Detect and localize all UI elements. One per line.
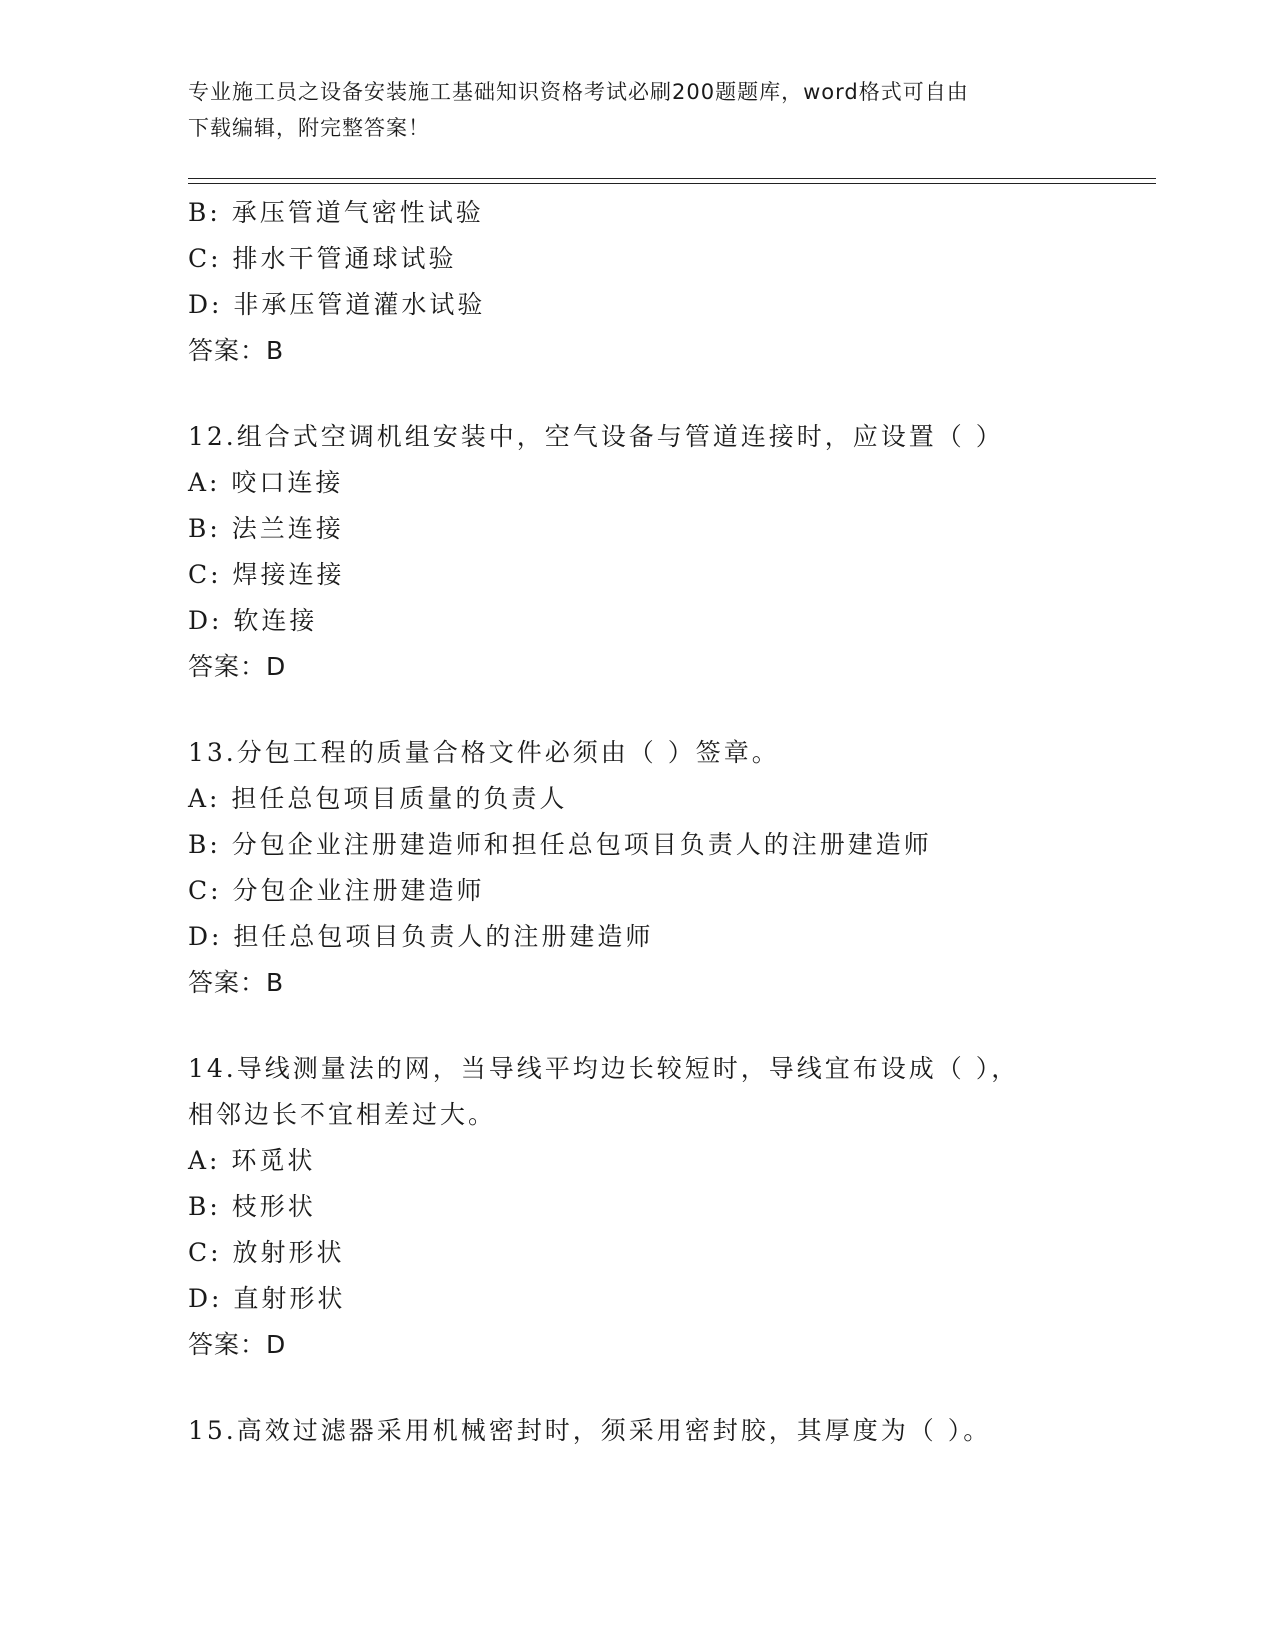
document-header [188, 74, 1068, 146]
option-b: B: 法兰连接 [188, 514, 344, 543]
header-line-1: 专业施工员之设备安装施工基础知识资格考试必刷200题题库，word格式可自由 [188, 80, 969, 104]
question-stem: 13.分包工程的质量合格文件必须由（ ）签章。 [188, 738, 780, 767]
question-stem: 15.高效过滤器采用机械密封时，须采用密封胶，其厚度为（ ）。 [188, 1416, 992, 1445]
option-a: A: 咬口连接 [188, 468, 344, 497]
option-c: C: 放射形状 [188, 1238, 345, 1267]
question-12 [188, 414, 1148, 690]
option-d: D: 担任总包项目负责人的注册建造师 [188, 922, 654, 951]
option-d: D: 直射形状 [188, 1284, 346, 1313]
option-a: A: 环觅状 [188, 1146, 316, 1175]
answer: 答案：D [188, 1330, 287, 1359]
question-list [188, 190, 1148, 1454]
question-15 [188, 1408, 1148, 1454]
option-b: B: 枝形状 [188, 1192, 316, 1221]
header-divider-top [188, 178, 1156, 179]
question-stem-line-1: 14.导线测量法的网，当导线平均边长较短时，导线宜布设成（ ）， [188, 1054, 1020, 1083]
spacer [188, 690, 1148, 730]
option-c: C: 分包企业注册建造师 [188, 876, 485, 905]
answer: 答案：B [188, 336, 285, 365]
spacer [188, 1368, 1148, 1408]
header-divider-bottom [188, 183, 1156, 184]
question-stem-line-2: 相邻边长不宜相差过大。 [188, 1100, 497, 1129]
answer: 答案：B [188, 968, 285, 997]
option-c: C: 排水干管通球试验 [188, 244, 457, 273]
question-stem: 12.组合式空调机组安装中，空气设备与管道连接时，应设置（ ） [188, 422, 1004, 451]
option-a: A: 担任总包项目质量的负责人 [188, 784, 568, 813]
question-13 [188, 730, 1148, 1006]
option-d: D: 非承压管道灌水试验 [188, 290, 486, 319]
question-11-tail [188, 190, 1148, 374]
option-b: B: 承压管道气密性试验 [188, 198, 484, 227]
answer: 答案：D [188, 652, 287, 681]
option-b: B: 分包企业注册建造师和担任总包项目负责人的注册建造师 [188, 830, 932, 859]
option-d: D: 软连接 [188, 606, 318, 635]
header-line-2: 下载编辑，附完整答案！ [188, 116, 430, 140]
spacer [188, 374, 1148, 414]
spacer [188, 1006, 1148, 1046]
question-14 [188, 1046, 1148, 1368]
option-c: C: 焊接连接 [188, 560, 345, 589]
